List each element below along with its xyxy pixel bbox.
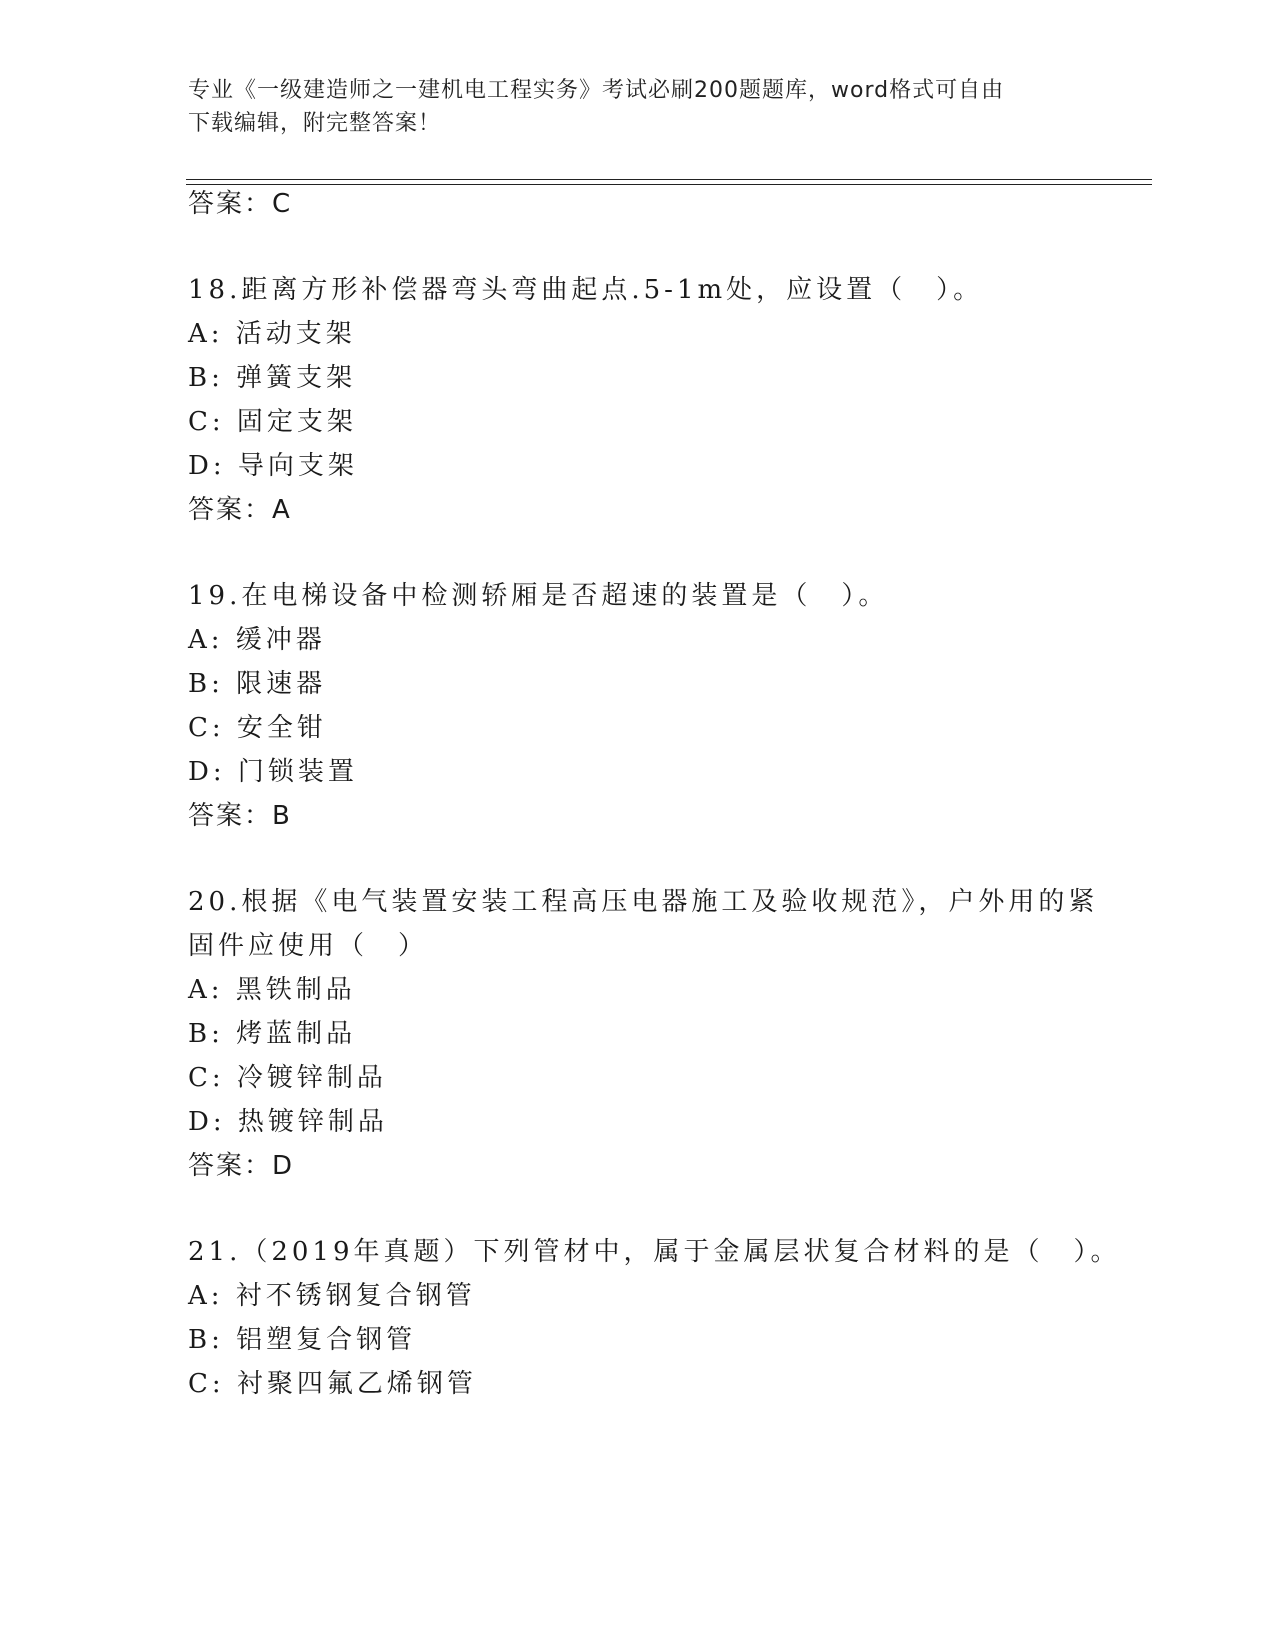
question-21-option-b: B: 铝塑复合钢管 bbox=[188, 1325, 417, 1355]
question-20-option-a: A: 黑铁制品 bbox=[188, 975, 356, 1005]
question-18-option-b: B: 弹簧支架 bbox=[188, 363, 357, 393]
question-19-option-c: C: 安全钳 bbox=[188, 713, 327, 743]
question-19-option-d: D: 门锁装置 bbox=[188, 757, 358, 787]
question-20-answer: 答案：D bbox=[188, 1151, 295, 1181]
document-header bbox=[188, 74, 1088, 140]
header-line-1: 专业《一级建造师之一建机电工程实务》考试必刷200题题库，word格式可自由 bbox=[188, 78, 1005, 103]
question-19-option-b: B: 限速器 bbox=[188, 669, 327, 699]
previous-answer: 答案：C bbox=[188, 189, 293, 219]
question-20-stem-line-1: 20.根据《电气装置安装工程高压电器施工及验收规范》，户外用的紧 bbox=[188, 887, 1099, 917]
header-divider-top bbox=[186, 179, 1152, 180]
question-18-answer: 答案：A bbox=[188, 495, 292, 525]
header-divider-bottom bbox=[186, 184, 1152, 185]
question-21-option-c: C: 衬聚四氟乙烯钢管 bbox=[188, 1369, 477, 1399]
question-18-option-c: C: 固定支架 bbox=[188, 407, 357, 437]
header-line-2: 下载编辑，附完整答案！ bbox=[188, 111, 442, 136]
question-20-option-c: C: 冷镀锌制品 bbox=[188, 1063, 387, 1093]
question-21-stem: 21.（2019年真题）下列管材中，属于金属层状复合材料的是（ ）。 bbox=[188, 1237, 1121, 1267]
question-18-option-d: D: 导向支架 bbox=[188, 451, 358, 481]
question-19-option-a: A: 缓冲器 bbox=[188, 625, 326, 655]
question-19-stem: 19.在电梯设备中检测轿厢是否超速的装置是（ ）。 bbox=[188, 581, 889, 611]
question-20-stem-line-2: 固件应使用（ ） bbox=[188, 931, 429, 961]
question-20-option-b: B: 烤蓝制品 bbox=[188, 1019, 357, 1049]
question-18-stem: 18.距离方形补偿器弯头弯曲起点.5-1m处，应设置（ ）。 bbox=[188, 275, 984, 305]
question-18-option-a: A: 活动支架 bbox=[188, 319, 356, 349]
question-20-option-d: D: 热镀锌制品 bbox=[188, 1107, 388, 1137]
question-19-answer: 答案：B bbox=[188, 801, 292, 831]
question-21-option-a: A: 衬不锈钢复合钢管 bbox=[188, 1281, 476, 1311]
